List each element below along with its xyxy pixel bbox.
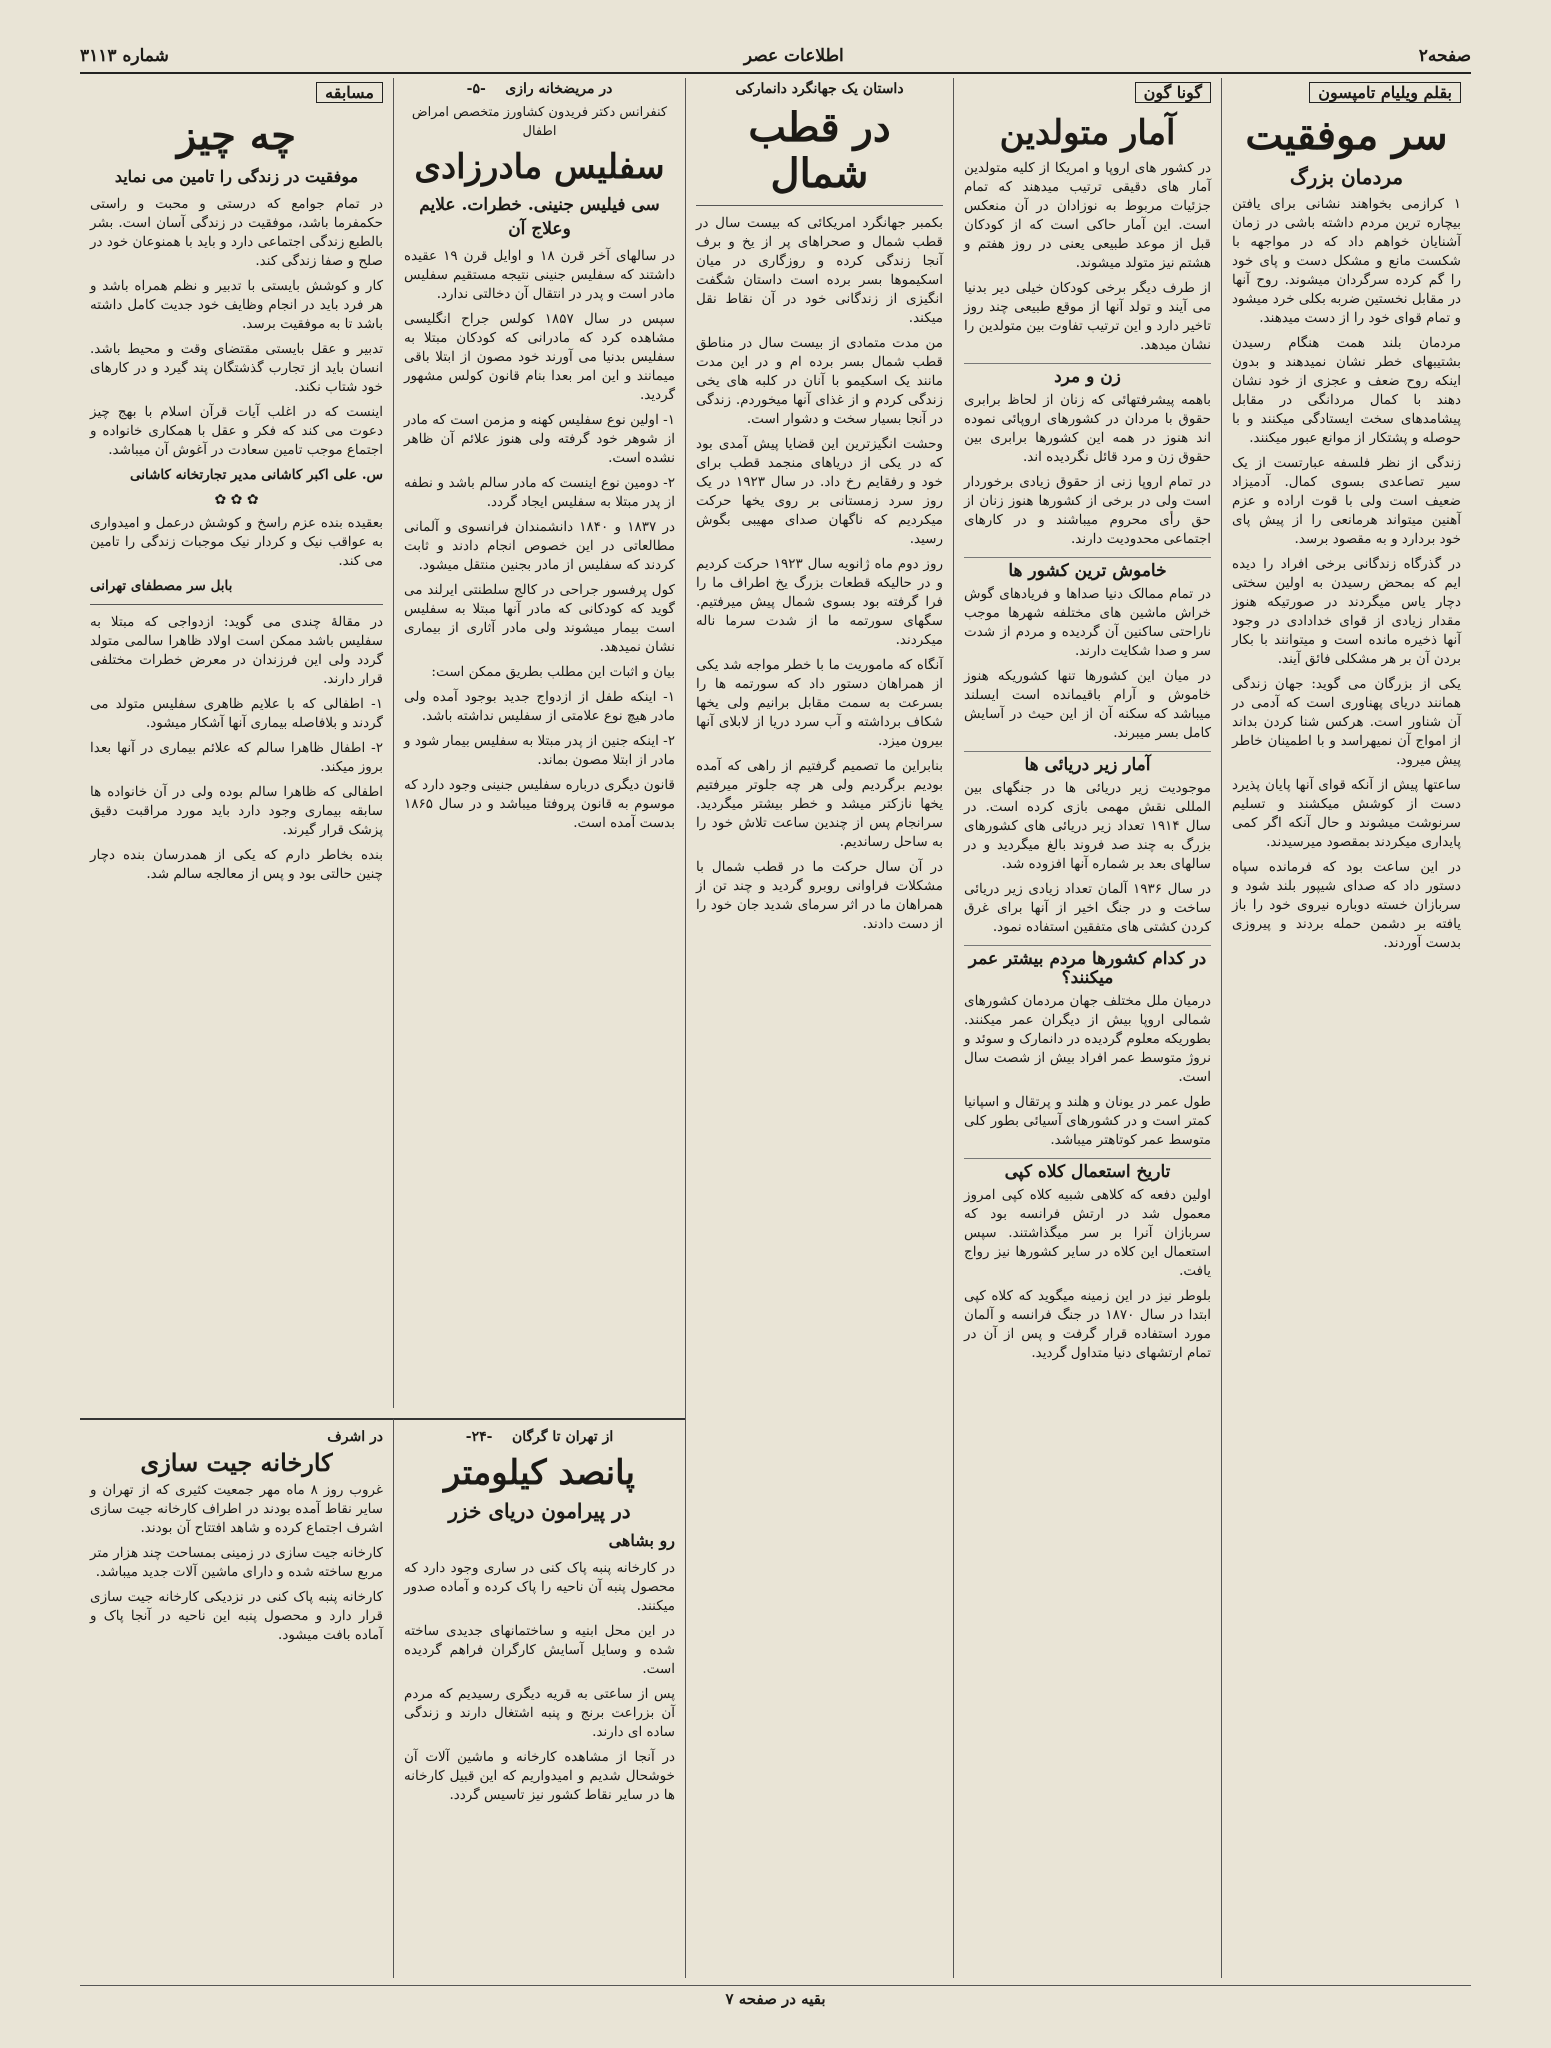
headline-500-km: پانصد کیلومتر (444, 1453, 635, 1493)
paragraph: سپس در سال ۱۸۵۷ کولس جراح انگلیسی مشاهده کرد که مادرانی که کودکان مبتلا به سفلیس بدنیا می آورند خود مصون از ابتلا باقی میمانند و این امر بعدا بنام قانون کولس مشهور گردید. (404, 311, 675, 403)
section-title: زن و مرد (964, 363, 1211, 387)
series-number: -۵- (466, 81, 486, 97)
subhead-syphilis: سی فیلیس جنینی. خطرات. علایم وعلاج آن (419, 195, 660, 239)
paragraph: در این ساعت بود که فرمانده سپاه دستور داد که صدای شیپور بلند شود و سربازان خسته دوباره نیروی خود را باز یافته بر دشمن حمله بردند و پیروزی بدست آوردند. (1232, 859, 1461, 951)
subhead-caspian: در پیرامون دریای خزر (448, 1499, 631, 1523)
paragraph: طول عمر در یونان و هلند و پرتقال و اسپانیا کمتر است و در کشورهای آسیائی بطور کلی متوسط عمر کوتاهتر میباشد. (964, 1094, 1211, 1148)
headline-congenital-syphilis: سفلیس مادرزادی (414, 147, 665, 187)
paragraph: درمیان ملل مختلف جهان مردمان کشورهای شمالی اروپا بیش از دیگران عمر میکنند. بطوریکه معلوم گردیده در دانمارک و سوئد و نروژ متوسط عمر افراد بیش از شصت سال است. (964, 993, 1211, 1085)
paragraph: آنگاه که ماموریت ما با خطر مواجه شد یکی از همراهان دستور داد که سورتمه ها را بسرعت به سمت مقابل برانیم ولی یخها شکاف برداشته و آب سرد دریا از لابلای آنها بیرون میزد. (696, 657, 943, 749)
paragraph: در میان این کشورها تنها کشوریکه هنوز خاموش و آرام باقیمانده است ایسلند میباشد که سکنه آن از این حیث در آسایش کامل بسر میبرند. (964, 668, 1211, 741)
column-500km (393, 1418, 685, 1978)
paragraph: کول پرفسور جراحی در کالج سلطنتی ایرلند می گوید که کودکانی که مادر آنها مبتلا به سفلیس است بیمار میشوند ولی مادر آثاری از بیماری نشان نمیدهد. (404, 582, 675, 655)
subhead-rubashahi: رو بشاهی (608, 1531, 675, 1550)
headline-north-pole: در قطب شمال (748, 104, 891, 197)
headline-birth-stats: آمار متولدین (999, 113, 1176, 153)
paragraph: تدبیر و عقل بایستی مقتضای وقت و محیط باشد. انسان باید از تجارب گذشتگان پند گیرد و در کارهای خود شتاب نکند. (90, 341, 383, 395)
divider (90, 604, 383, 605)
newspaper-name: اطلاعات عصر (743, 46, 844, 66)
paragraph: بعقیده بنده عزم راسخ و کوشش درعمل و امیدواری به عواقب نیک و کردار نیک موجبات زندگی را تامین می کند. (90, 515, 383, 569)
byline: بقلم ویلیام تامپسون (1309, 82, 1461, 103)
section-title: تاریخ استعمال کلاه کپی (964, 1158, 1211, 1182)
kicker-travel-story: داستان یک جهانگرد دانمارکی (735, 81, 904, 97)
paragraph: ۲- دومین نوع اینست که مادر سالم باشد و نطفه از پدر مبتلا به سفلیس ایجاد گردد. (404, 475, 675, 510)
signature: بابل سر مصطفای تهرانی (90, 578, 233, 594)
paragraph: ۱ کرازمی بخواهند نشانی برای یافتن بیچاره ترین مردم داشته باشی در زمان آشنایان خواهم داد که در مواجهه با شکست مانع و مشکل دست و پای خود را گم کرده سرگردان میشوند. روح آنها در مقابل نخستین ضربه بکلی خرد میشود و تمام قوای خود را از دست میدهند. (1232, 196, 1461, 326)
paragraph: ۱- اولین نوع سفلیس کهنه و مزمن است که مادر از شوهر خود گرفته ولی هنوز علائم آن ظاهر نشده است. (404, 412, 675, 466)
paragraph: در ۱۸۳۷ و ۱۸۴۰ دانشمندان فرانسوی و آلمانی مطالعاتی در این خصوص انجام دادند و ثابت کردند که سفلیس از مادر بجنین منتقل میشود. (404, 519, 675, 573)
paragraph: غروب روز ۸ ماه مهر جمعیت کثیری که از تهران و سایر نقاط آمده بودند در اطراف کارخانه جیت سازی اشرف اجتماع کرده و شاهد افتتاح آن بودند. (90, 1482, 383, 1536)
section-title: خاموش ترین کشور ها (964, 557, 1211, 581)
paragraph: کارخانه پنبه پاک کنی در نزدیکی کارخانه جیت سازی قرار دارد و محصول پنبه این ناحیه در آنجا پاک و آماده بافت میشود. (90, 1589, 383, 1643)
kicker-miscellany: گونا گون (1135, 82, 1211, 103)
column-birth-stats (953, 78, 1221, 1978)
kicker-ashraf: در اشرف (327, 1429, 383, 1445)
author-credit: کنفرانس دکتر فریدون کشاورز متخصص امراض اطفال (411, 105, 668, 139)
paragraph: ۱- اینکه طفل از ازدواج جدید بوجود آمده ولی مادر هیچ نوع علامتی از سفلیس نداشته باشد. (404, 689, 675, 724)
paragraph: کار و کوشش بایستی با تدبیر و نظم همراه باشد و هر فرد باید در انجام وظایف خود جدیت کامل داشته باشد تا به موفقیت برسد. (90, 278, 383, 332)
section-title: آمار زیر دریائی ها (964, 751, 1211, 775)
column-syphilis (393, 78, 685, 1408)
paragraph: وحشت انگیزترین این قضایا پیش آمدی بود که در یکی از دریاهای منجمد قطب برای خود و رفقایم رخ داد. در سال ۱۹۲۳ در یک روز سرد زمستانی بر روی یخها حرکت میکردیم که ناگهان صدای مهیبی بگوش رسید. (696, 436, 943, 547)
kicker-text: از تهران تا گرگان (511, 1429, 614, 1445)
paragraph: در کشور های اروپا و امریکا از کلیه متولدین آمار های دقیقی ترتیب میدهند که تمام جزئیات مربوط به نوزادان در آن منعکس است. این آمار حاکی است که از کودکان قبل از موعد طبیعی یعنی در روز هفتم و هشتم نیز متولد میشوند. (964, 160, 1211, 271)
masthead (80, 40, 1471, 74)
page-label: صفحه۲ (1418, 46, 1471, 66)
paragraph: ساعتها پیش از آنکه قوای آنها پایان پذیرد دست از کوشش میکشند و تسلیم سرنوشت میشوند و حال آنکه اگر کمی پایداری میکردند بمقصود میرسیدند. (1232, 777, 1461, 850)
paragraph: در تمام جوامع که درستی و محبت و راستی حکمفرما باشد، موفقیت در زندگی آسان است. بشر بالطبع زندگی اجتماعی دارد و باید با همنوعان خود در صلح و صفا زندگی کند. (90, 196, 383, 269)
paragraph: در تمام ممالک دنیا صداها و فریادهای گوش خراش ماشین های مختلفه شهرها موجب ناراحتی ساکنین آن گردیده و مردم از شدت سر و صدا شکایت دارند. (964, 586, 1211, 659)
paragraph: من مدت متمادی از بیست سال در مناطق قطب شمال بسر برده ام و در این مدت مانند یک اسکیمو با آنان در کلبه های یخی زندگی کردم و از غذای آنها میخوردم. زندگی در آنجا بسیار سخت و دشوار است. (696, 335, 943, 427)
paragraph: در مقالۀ چندی می گوید: ازدواجی که مبتلا به سفلیس باشد ممکن است اولاد ظاهرا سالمی متولد گردد ولی این فرزندان در معرض خطرات مختلفی قرار دارند. (90, 614, 383, 687)
paragraph: بکمبر جهانگرد امریکائی که بیست سال در قطب شمال و صحراهای پر از یخ و برف آنجا زندگی کرده و روزگاری در میان اسکیموها بسر برده است داستان شگفت انگیزی از زندگانی خود در آن نقاط نقل میکند. (696, 215, 943, 326)
kicker-razi-hospital (404, 80, 675, 99)
subhead-success-life: موفقیت در زندگی را تامین می نماید (114, 167, 359, 186)
kicker-tehran-gorgan (404, 1428, 675, 1447)
paragraph: اطفالی که ظاهرا سالم بوده ولی در آن خانواده ها سابقه بیماری وجود دارد باید مورد مراقبت دقیق پزشک قرار گیرند. (90, 784, 383, 838)
paragraph: بنده بخاطر دارم که یکی از همدرسان بنده دچار چنین حالتی بود و پس از معالجه سالم شد. (90, 847, 383, 882)
paragraph: بیان و اثبات این مطلب بطریق ممکن است: (431, 664, 675, 680)
paragraph: مردمان بلند همت هنگام رسیدن بشتیبهای خطر نشان نمیدهند و بدون اینکه روح ضعف و عجزی از خود نشان دهند با کمال مردانگی در مقابل پیشامدهای سخت ایستادگی میکنند و با حوصله و پشتکار از موانع عبور میکنند. (1232, 335, 1461, 446)
signature: س. علی اکبر کاشانی مدیر تجارتخانه کاشانی (129, 467, 383, 483)
paragraph: ۲- اینکه جنین از پدر مبتلا به سفلیس بیمار شود و مادر از ابتلا مصون بماند. (404, 733, 675, 768)
section-title: در کدام کشورها مردم بیشتر عمر میکنند؟ (964, 945, 1211, 988)
paragraph: زندگی از نظر فلسفه عبارتست از یک سیر تصاعدی بسوی کمال. آدمیزاد ضعیف است ولی با قوت اراده و عزم آهنین میتواند هرمانعی را از پیش پای خود بردارد و به مقصود برسد. (1232, 455, 1461, 547)
paragraph: در سال ۱۹۳۶ آلمان تعداد زیادی زیر دریائی ساخت و در جنگ اخیر از آنها برای غرق کردن کشتی های متفقین استفاده نمود. (964, 881, 1211, 935)
paragraph: موجودیت زیر دریائی ها در جنگهای بین المللی نقش مهمی بازی کرده است. در سال ۱۹۱۴ تعداد زیر دریائی های کشورهای بزرگ به چند صد فروند بالغ میگردید و در سالهای بعد بر شماره آنها افزوده شد. (964, 780, 1211, 872)
paragraph: در تمام اروپا زنی از حقوق زیادی برخوردار است ولی در برخی از کشورها هنوز زنان از حق رأی محروم میباشند و در کارهای اجتماعی محدودیت دارند. (964, 474, 1211, 547)
paragraph: ۲- اطفال ظاهرا سالم که علائم بیماری در آنها بعدا بروز میکند. (90, 740, 383, 775)
paragraph: در آنجا از مشاهده کارخانه و ماشین آلات آن خوشحال شدیم و امیدواریم که این قبیل کارخانه ها در سایر نقاط کشور نیز تاسیس گردد. (404, 1749, 675, 1803)
paragraph: باهمه پیشرفتهائی که زنان از لحاظ برابری حقوق با مردان در کشورهای اروپائی نموده اند هنوز در همه این کشورها برابری بین حقوق زن و مرد قائل نگردیده اند. (964, 392, 1211, 465)
paragraph: از طرف دیگر برخی کودکان خیلی دیر بدنیا می آیند و تولد آنها از موقع طبیعی چند روز تاخیر دارد و این ترتیب تفاوت بین متولدین را نشان میدهد. (964, 280, 1211, 353)
paragraph: قانون دیگری درباره سفلیس جنینی وجود دارد که موسوم به قانون پروفتا میباشد و در سال ۱۸۶۵ بدست آمده است. (404, 777, 675, 831)
paragraph: پس از ساعتی به قریه دیگری رسیدیم که مردم آن بزراعت برنج و پنبه اشتغال دارند و زندگی ساده ای دارند. (404, 1686, 675, 1740)
column-contest (80, 78, 393, 1408)
headline-success: سر موفقیت (1245, 112, 1448, 159)
continued-notice: بقیه در صفحه ۷ (80, 1985, 1471, 2012)
paragraph: کارخانه جیت سازی در زمینی بمساحت چند هزار متر مربع ساخته شده و دارای ماشین آلات جدید میباشد. (90, 1545, 383, 1580)
paragraph: در گذرگاه زندگانی برخی افراد را دیده ایم که بمحض رسیدن به اولین سختی دچار یاس میگردند در صورتیکه هنوز مقدار زیادی از قوای خدادادی در وجود آنها ذخیره مانده است و میتوانند با بکار بردن آن بر هر مشکلی فائق آیند. (1232, 556, 1461, 667)
paragraph: اولین دفعه که کلاهی شبیه کلاه کپی امروز معمول شد در ارتش فرانسه بود که سربازان آنرا بر سر میگذاشتند. سپس استعمال این کلاه در سایر کشورها نیز رواج یافت. (964, 1187, 1211, 1279)
series-number: -۲۴- (465, 1429, 493, 1445)
divider (696, 205, 943, 206)
subhead-great-people: مردمان بزرگ (1289, 165, 1404, 189)
paragraph: بنابراین ما تصمیم گرفتیم از راهی که آمده بودیم برگردیم ولی هر چه جلوتر میرفتیم یخها نازکتر میشد و خطر بیشتر میگردید. سرانجام پس از چندین ساعت تلاش خود را به ساحل رساندیم. (696, 758, 943, 850)
column-north-pole (685, 78, 953, 1978)
kicker-contest: مسابقه (316, 82, 383, 103)
paragraph: ۱- اطفالی که با علایم ظاهری سفلیس متولد می گردند و بلافاصله بیماری آنها آشکار میشود. (90, 696, 383, 731)
column-success (1221, 78, 1471, 1978)
paragraph: یکی از بزرگان می گوید: جهان زندگی همانند دریای پهناوری است که آدمی در آن شناور است. هرکس شنا کردن بداند از امواج آن نمیهراسد و با اطمینان خاطر پیش میرود. (1232, 676, 1461, 768)
paragraph: در سالهای آخر قرن ۱۸ و اوایل قرن ۱۹ عقیده داشتند که سفلیس جنینی نتیجه مستقیم سفلیس مادر است و پدر در انتقال آن دخالتی ندارد. (404, 248, 675, 302)
headline-jute-factory: کارخانه جیت سازی (140, 1448, 333, 1477)
paragraph: در این محل ابنیه و ساختمانهای جدیدی ساخته شده و وسایل آسایش کارگران فراهم گردیده است. (404, 1623, 675, 1677)
issue-number: شماره ۳۱۱۳ (80, 46, 169, 66)
column-jute-factory (80, 1418, 393, 1978)
paragraph: اینست که در اغلب آیات قرآن اسلام با بهج چیز دعوت می کند که فکر و عقل با همکاری خانواده و اجتماع موجب تامین سعادت در آغوش آن میباشد. (90, 404, 383, 458)
headline-what-thing: چه چیز (177, 112, 296, 159)
paragraph: بلوطر نیز در این زمینه میگوید که کلاه کپی ابتدا در سال ۱۸۷۰ در جنگ فرانسه و آلمان مورد استفاده قرار گرفت و پس از آن در تمام ارتشهای دنیا متداول گردید. (964, 1288, 1211, 1361)
kicker-text: در مریضخانه رازی (505, 81, 613, 97)
paragraph: در آن سال حرکت ما در قطب شمال با مشکلات فراوانی روبرو گردید و چند تن از همراهان ما در اثر سرمای شدید جان خود را از دست دادند. (696, 859, 943, 932)
separator-ornament: ✿ ✿ ✿ (214, 492, 259, 508)
paragraph: در کارخانه پنبه پاک کنی در ساری وجود دارد که محصول پنبه آن ناحیه را پاک کرده و آماده صدور میکنند. (404, 1560, 675, 1614)
paragraph: روز دوم ماه ژانویه سال ۱۹۲۳ حرکت کردیم و در حالیکه قطعات بزرگ یخ اطراف ما را فرا گرفته بود بسوی شمال پیش میرفتیم. سگهای سورتمه ما از شدت سرما ناله میکردند. (696, 556, 943, 648)
